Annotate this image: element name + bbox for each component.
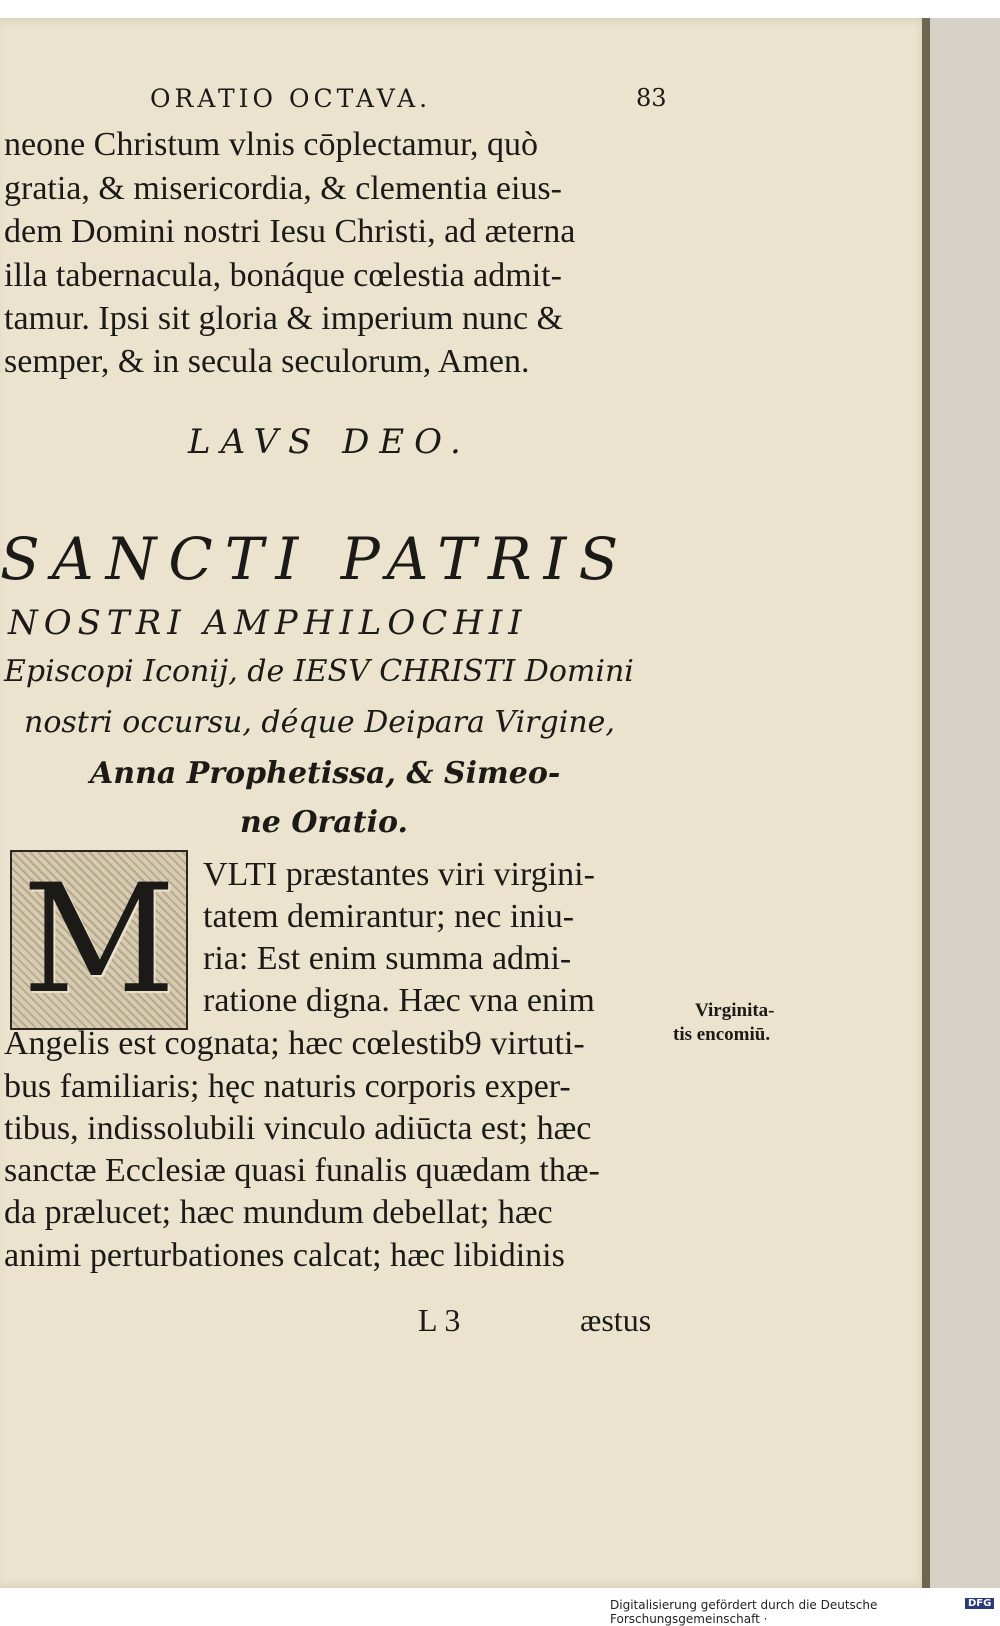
body-line: VLTI præstantes viri virgini- <box>203 856 595 893</box>
body-line: ria: Est enim summa admi- <box>203 940 572 977</box>
body-line: neone Christum vlnis cōplectamur, quò <box>4 126 539 163</box>
body-line: gratia, & misericordia, & clementia eius- <box>4 170 562 207</box>
body-line: Angelis est cognata; hæc cœlestib9 virtuti- <box>4 1025 585 1062</box>
margin-note: Virginita- <box>695 1000 775 1021</box>
title-line: SANCTI PATRIS <box>0 525 631 593</box>
digitization-credit: Digitalisierung gefördert durch die Deutsche Forschungsgemeinschaft · <box>610 1598 878 1626</box>
title-line: Episcopi Iconij, de IESV CHRISTI Domini <box>4 654 634 689</box>
book-page <box>0 18 930 1588</box>
body-line: semper, & in secula seculorum, Amen. <box>4 343 530 380</box>
signature-mark: L 3 <box>418 1302 461 1338</box>
body-line: dem Domini nostri Iesu Christi, ad æterna <box>4 213 576 250</box>
dfg-logo: DFG <box>965 1598 994 1609</box>
laus-deo: LAVS DEO. <box>188 422 471 462</box>
body-line: bus familiaris; hęc naturis corporis exper- <box>4 1068 571 1105</box>
page-edge <box>930 18 1000 1588</box>
body-line: ratione digna. Hæc vna enim <box>203 982 595 1019</box>
body-line: illa tabernacula, bonáque cœlestia admit- <box>4 257 562 294</box>
body-line: da prælucet; hæc mundum debellat; hæc <box>4 1194 553 1231</box>
margin-note: tis encomiū. <box>673 1024 771 1045</box>
body-line: animi perturbationes calcat; hæc libidinis <box>4 1237 565 1274</box>
decorated-initial <box>10 850 188 1030</box>
body-line: sanctæ Ecclesiæ quasi funalis quædam thæ- <box>4 1152 600 1189</box>
title-line: Anna Prophetissa, & Simeo- <box>90 756 561 791</box>
body-line: tibus, indissolubili vinculo adiūcta est; hæc <box>4 1110 592 1147</box>
title-line: NOSTRI AMPHILOCHII <box>8 603 528 643</box>
catchword: æstus <box>580 1302 652 1338</box>
initial-letter: M <box>22 853 176 1027</box>
title-line: ne Oratio. <box>240 805 408 840</box>
body-line: tamur. Ipsi sit gloria & imperium nunc & <box>4 300 564 337</box>
title-line: nostri occursu, déque Deipara Virgine, <box>24 705 615 740</box>
body-line: tatem demirantur; nec iniu- <box>203 898 575 935</box>
running-title: ORATIO OCTAVA. <box>150 84 432 113</box>
page-number: 83 <box>636 84 667 112</box>
